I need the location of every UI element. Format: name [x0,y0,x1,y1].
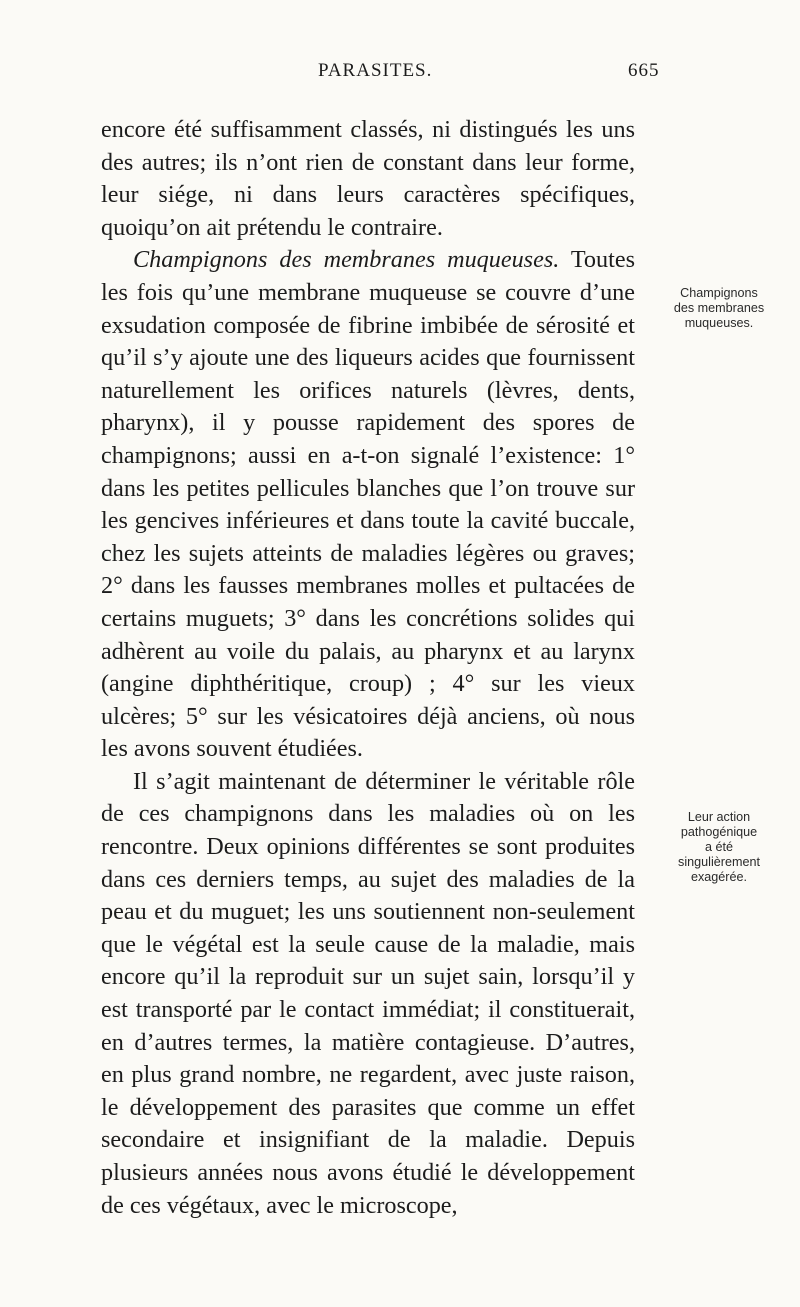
sidenote-line: Leur action [687,810,751,824]
sidenote-line: des membranes [673,301,765,315]
paragraph-champignons [101,244,635,766]
sidenote-line: exagérée. [690,870,747,884]
sidenote-line: pathogénique [680,825,758,839]
paragraph-role: Il s’agit maintenant de déterminer le véritable rôle de ces champignons dans les maladies où on les rencontre. Deux opinions différentes se sont produites dans ces derniers temps, au sujet des maladies de la peau et du muguet; les uns soutiennent non-seulement que le végétal est la seule cause de la maladie, mais encore qu’il la reproduit sur un sujet sain, lorsqu’il y est transporté par le contact immédiat; il constituerait, en d’autres termes, la matière contagieuse. D’autres, en plus grand nombre, ne regardent, avec juste raison, le développement des parasites que comme un effet secondaire et insignifiant de la maladie. Depuis plusieurs années nous avons étudié le développement de ces végétaux, avec le microscope, [101,767,635,1219]
sidenote-action [649,810,789,885]
sidenote-line: muqueuses. [684,316,754,330]
page-number: 665 [628,60,660,81]
page-header [0,60,800,90]
sidenote-line: singulièrement [678,855,760,869]
sidenote-line: Champignons [680,286,758,300]
sidenote-line: a été [704,840,733,854]
paragraph-champignons-text: Toutes les fois qu’une membrane muqueuse se couvre d’une exsudation composée de fibrine imbibée de sérosité et qu’il s’y ajoute une des liqueurs acides que fournissent naturellement les orifices naturels (lèvres, dents, pharynx), il y pousse rapidement des spores de champignons; aussi en a-t-on signalé l’existence: 1° dans les petites pellicules blanches que l’on trouve sur les gencives inférieures et dans toute la cavité buccale, chez les sujets atteints de maladies légères ou graves; 2° dans les fausses membranes molles et pultacées de certains muguets; 3° dans les concrétions solides qui adhèrent au voile du palais, au pharynx et au larynx (angine diphthéritique, croup) ; 4° sur les vieux ulcères; 5° sur les vésicatoires déjà anciens, où nous les avons souvent étudiées. [101,246,635,763]
sidenote-champignons [649,286,789,331]
paragraph-lead-italic: Champignons des membranes muqueuses. [133,246,560,274]
paragraph-continued: encore été suffisamment classés, ni distingués les uns des autres; ils n’ont rien de constant dans leur forme, leur siége, ni dans leurs caractères spécifiques, quoiqu’on ait prétendu le contraire. [101,116,635,241]
main-text [101,114,635,1222]
running-head: PARASITES. [318,60,433,81]
